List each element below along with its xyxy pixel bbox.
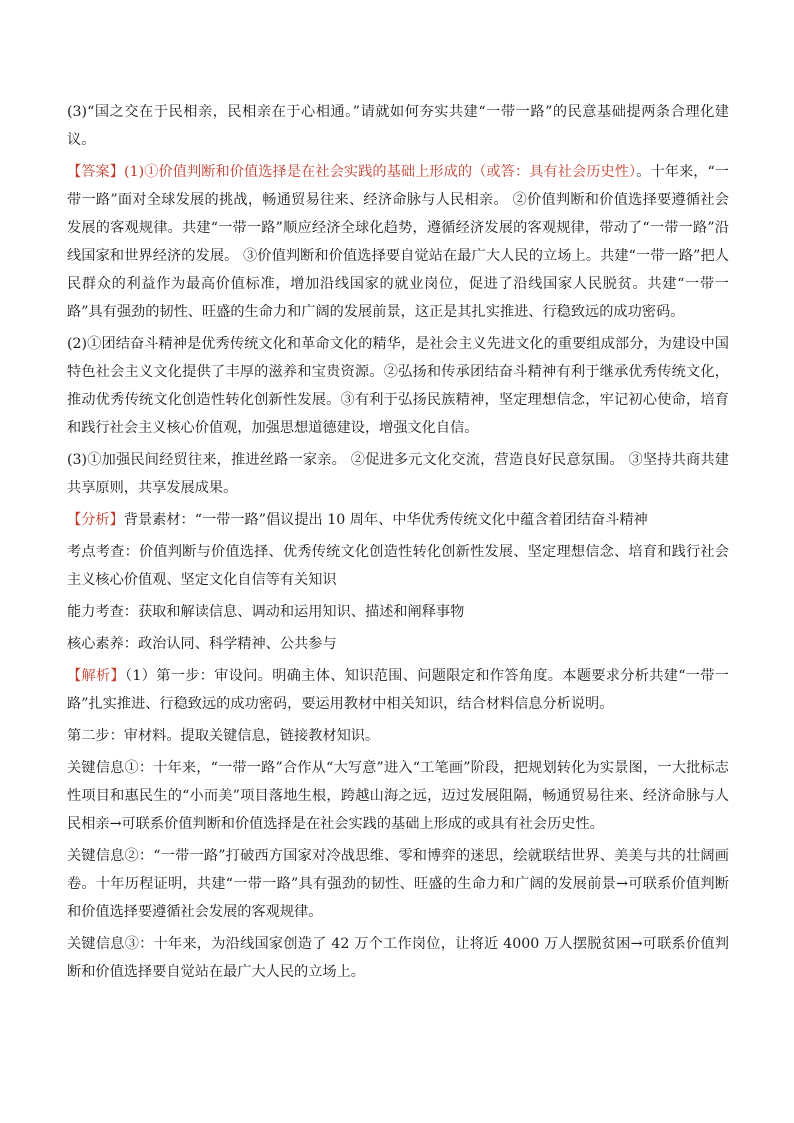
question-3 (67, 98, 729, 154)
answer-1-body: 。十年来，“一带一路”面对全球发展的挑战，畅通贸易往来、经济命脉与人民相亲。 ②价值判断和价值选择要遵循社会发展的客观规律。共建“一带一路”顺应经济全球化趋势，遵循经济发展的客观规律，带动了“一带一路”沿线国家和世界经济的发展。 ③价值判断和价值选择要自觉站在最广大人民的立场上。共建“一带一路”把人民群众的利益作为最高价值标准，增加沿线国家的就业岗位，促进了沿线国家人民脱贫。共建“一带一路”具有强劲的韧性、旺盛的生命力和广阔的发展前景，这正是其扎实推进、行稳致远的成功密码。 (67, 164, 729, 320)
analysis-literacy (67, 630, 729, 658)
question-3-text: (3)“国之交在于民相亲，民相亲在于心相通。”请就如何夯实共建“一带一路”的民意基础提两条合理化建议。 (67, 104, 729, 148)
key-info-2 (67, 842, 729, 926)
answer-1-lead: (1)①价值判断和价值选择是在社会实践的基础上形成的（或答：具有社会历史性） (124, 164, 637, 180)
analysis-ability (67, 598, 729, 626)
answer-part-1 (67, 158, 729, 326)
explanation-step-2-text: 第二步：审材料。提取关键信息，链接教材知识。 (67, 728, 380, 744)
analysis-knowledge (67, 538, 729, 594)
analysis-background (67, 506, 729, 534)
answer-2-text: (2)①团结奋斗精神是优秀传统文化和革命文化的精华，是社会主义先进文化的重要组成部分，为建设中国特色社会主义文化提供了丰厚的滋养和宝贵资源。②弘扬和传承团结奋斗精神有利于继承优秀传统文化，推动优秀传统文化创造性转化创新性发展。③有利于弘扬民族精神，坚定理想信念，牢记初心使命，培育和践行社会主义核心价值观，加强思想道德建设，增强文化自信。 (67, 336, 729, 436)
key-info-1-text: 关键信息①：十年来，“一带一路”合作从“大写意”进入“工笔画”阶段，把规划转化为实景图，一大批标志性项目和惠民生的“小而美”项目落地生根，跨越山海之远，迈过发展阻隔，畅通贸易往来、经济命脉与人民相亲→可联系价值判断和价值选择是在社会实践的基础上形成的或具有社会历史性。 (67, 760, 729, 832)
answer-tag: 【答案】 (67, 164, 125, 180)
explanation-step-1 (67, 662, 729, 718)
analysis-background-text: 背景素材：“一带一路”倡议提出 10 周年、中华优秀传统文化中蕴含着团结奋斗精神 (123, 512, 648, 528)
document-page (67, 98, 729, 986)
key-info-2-text: 关键信息②：“一带一路”打破西方国家对冷战思维、零和博弈的迷思，绘就联结世界、美美与共的壮阔画卷。十年历程证明，共建“一带一路”具有强劲的韧性、旺盛的生命力和广阔的发展前景→可联系价值判断和价值选择要遵循社会发展的客观规律。 (67, 848, 729, 920)
explanation-tag: 【解析】 (67, 668, 125, 684)
explanation-step-2 (67, 722, 729, 750)
key-info-3-text: 关键信息③：十年来，为沿线国家创造了 42 万个工作岗位，让将近 4000 万人摆脱贫困→可联系价值判断和价值选择要自觉站在最广大人民的立场上。 (67, 936, 729, 980)
analysis-tag: 【分析】 (67, 512, 124, 528)
analysis-ability-text: 能力考查：获取和解读信息、调动和运用知识、描述和阐释事物 (67, 604, 465, 620)
answer-3-text: (3)①加强民间经贸往来，推进丝路一家亲。 ②促进多元文化交流，营造良好民意氛围。 ③坚持共商共建共享原则，共享发展成果。 (67, 452, 729, 496)
key-info-3 (67, 930, 729, 986)
analysis-literacy-text: 核心素养：政治认同、科学精神、公共参与 (67, 636, 337, 652)
answer-part-2 (67, 330, 729, 442)
key-info-1 (67, 754, 729, 838)
answer-part-3 (67, 446, 729, 502)
explanation-step-1-text: （1）第一步：审设问。明确主体、知识范围、问题限定和作答角度。本题要求分析共建“一带一路”扎实推进、行稳致远的成功密码，要运用教材中相关知识，结合材料信息分析说明。 (67, 668, 729, 712)
analysis-knowledge-text: 考点考查：价值判断与价值选择、优秀传统文化创造性转化创新性发展、坚定理想信念、培育和践行社会主义核心价值观、坚定文化自信等有关知识 (67, 544, 729, 588)
